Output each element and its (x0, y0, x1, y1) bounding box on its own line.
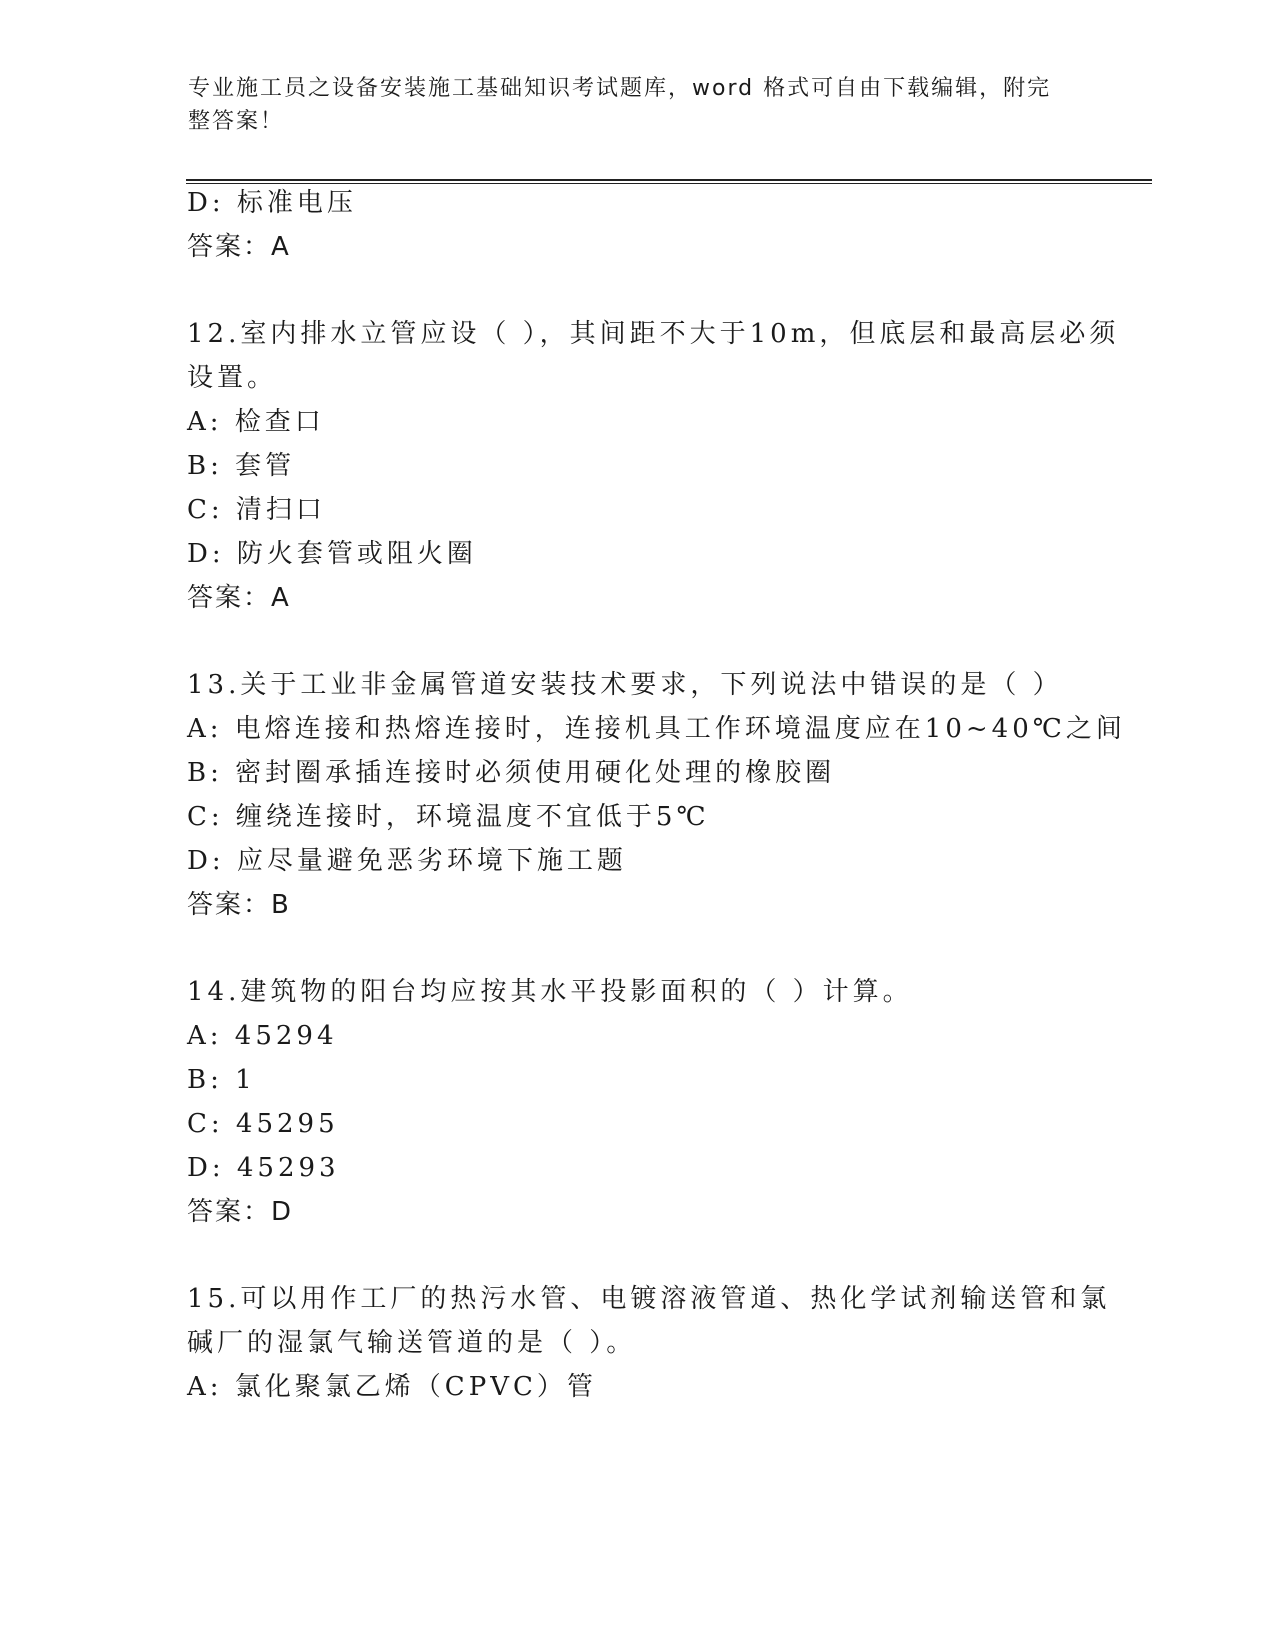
document-header (188, 72, 1068, 138)
header-line-1: 专业施工员之设备安装施工基础知识考试题库，word 格式可自由下载编辑，附完 (188, 76, 1052, 101)
q14-option-c: C: 45295 (187, 1109, 339, 1139)
q14-option-d: D: 45293 (187, 1153, 340, 1183)
q11-answer: 答案：A (187, 232, 291, 262)
q13-option-b: B: 密封圈承插连接时必须使用硬化处理的橡胶圈 (187, 758, 836, 788)
q13-answer: 答案：B (187, 890, 291, 920)
q14-stem: 14.建筑物的阳台均应按其水平投影面积的（ ）计算。 (187, 977, 913, 1007)
q12-answer: 答案：A (187, 583, 291, 613)
q15-stem-line-2: 碱厂的湿氯气输送管道的是（ ）。 (187, 1328, 637, 1358)
q14-option-a: A: 45294 (187, 1021, 338, 1051)
q12-stem-line-2: 设置。 (187, 363, 278, 393)
q11-option-d: D: 标准电压 (187, 188, 357, 218)
q15-option-a: A: 氯化聚氯乙烯（CPVC）管 (187, 1372, 597, 1402)
q13-option-c: C: 缠绕连接时，环境温度不宜低于5℃ (187, 802, 710, 832)
q12-stem-line-1: 12.室内排水立管应设（ ），其间距不大于10m，但底层和最高层必须 (187, 319, 1120, 349)
q12-option-b: B: 套管 (187, 451, 296, 481)
q13-stem: 13.关于工业非金属管道安装技术要求，下列说法中错误的是（ ） (187, 670, 1063, 700)
q12-option-c: C: 清扫口 (187, 495, 326, 525)
q15-stem-line-1: 15.可以用作工厂的热污水管、电镀溶液管道、热化学试剂输送管和氯 (187, 1284, 1111, 1314)
q14-option-b: B: 1 (187, 1065, 256, 1095)
q12-option-d: D: 防火套管或阻火圈 (187, 539, 477, 569)
header-rule-thick (186, 179, 1152, 181)
q13-option-d: D: 应尽量避免恶劣环境下施工题 (187, 846, 627, 876)
header-line-2: 整答案！ (188, 109, 285, 134)
q14-answer: 答案：D (187, 1197, 294, 1227)
q13-option-a: A: 电熔连接和热熔连接时，连接机具工作环境温度应在10~40℃之间 (187, 714, 1126, 744)
header-rule-thin (186, 183, 1152, 184)
q12-option-a: A: 检查口 (187, 407, 325, 437)
